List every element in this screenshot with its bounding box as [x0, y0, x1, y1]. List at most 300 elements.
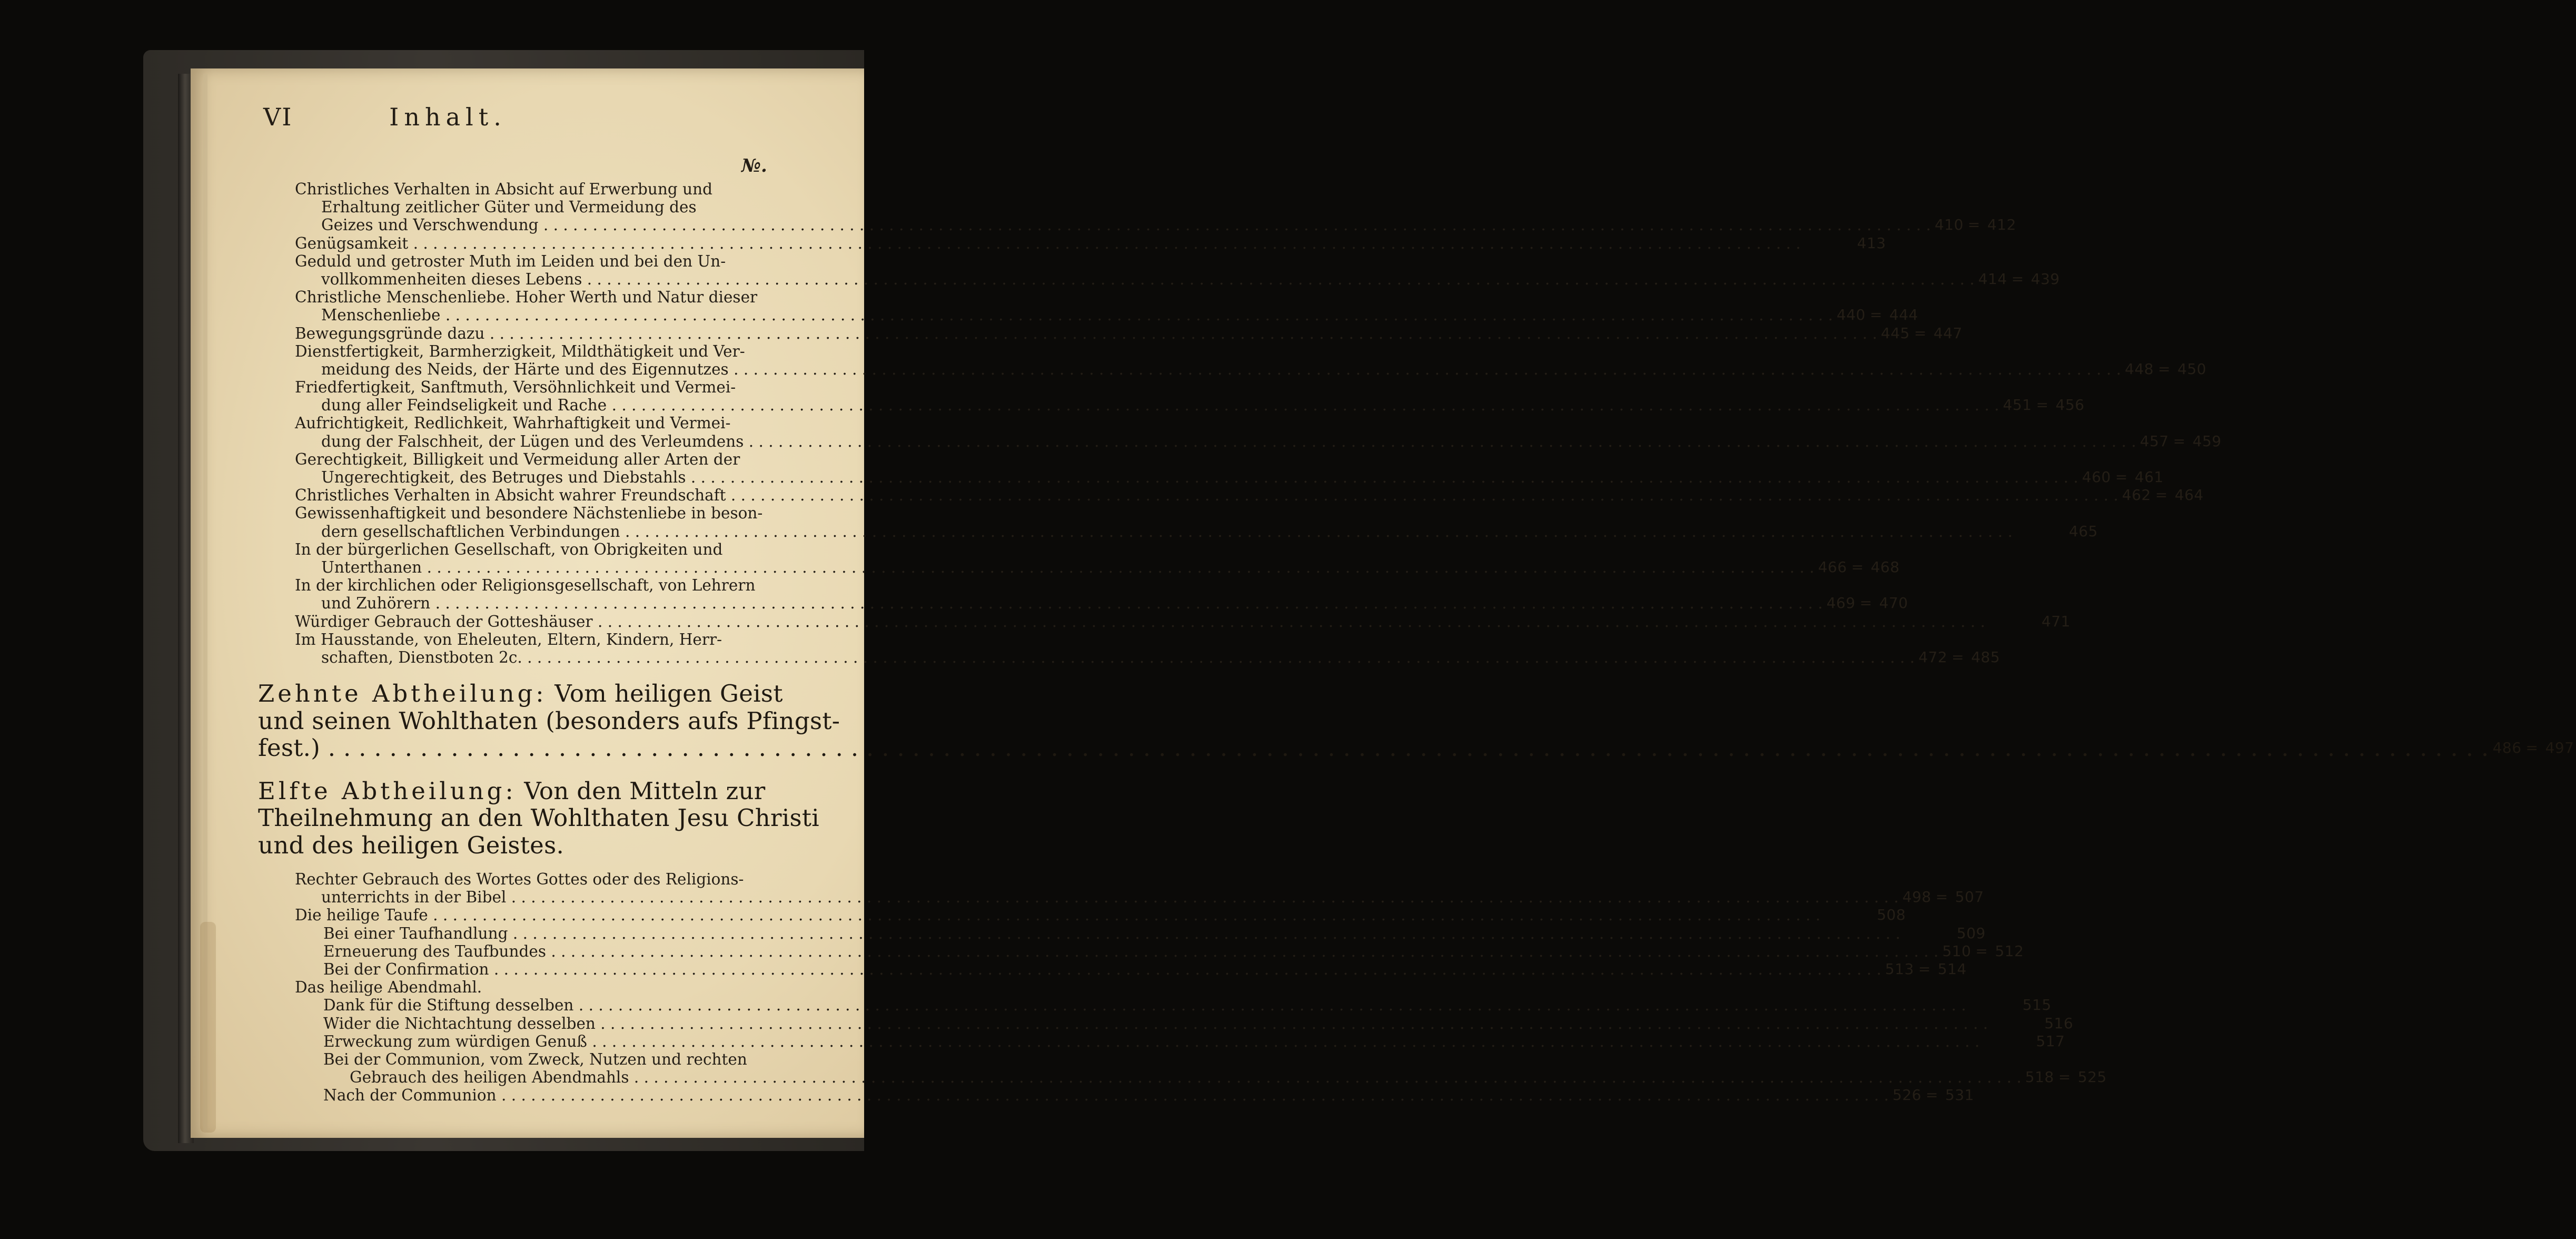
- toc-entry: [295, 996, 2052, 1015]
- toc-line-text: [295, 906, 1820, 924]
- page-range: [1877, 324, 1964, 342]
- toc-entry: [295, 630, 2000, 666]
- toc-text: meidung des Neids, der Härte und des Eigennutzes . . .: [321, 360, 2121, 378]
- page-range-empty: [753, 978, 840, 996]
- toc-line-text: [295, 978, 753, 996]
- page-to: 412: [1987, 216, 2016, 234]
- page-range-empty: [753, 180, 840, 198]
- toc-entry: [295, 342, 2207, 378]
- page-range-dash: =: [2115, 468, 2128, 486]
- toc-text: Erhaltung zeitlicher Güter und Vermeidung des: [321, 198, 697, 217]
- toc-line: [295, 1068, 2107, 1087]
- page-range: [1833, 306, 1920, 324]
- page-range-dash: =: [1967, 216, 1980, 234]
- toc-line-text: [295, 1015, 1988, 1032]
- page-from: [1988, 1015, 2020, 1032]
- division-line: [258, 832, 840, 859]
- toc-entry: [295, 504, 2098, 540]
- page-to: 516: [2044, 1014, 2074, 1032]
- toc-line: [295, 594, 1908, 613]
- page-range: [2078, 468, 2165, 486]
- page-range: [2121, 360, 2208, 378]
- page-from: 440: [1836, 306, 1866, 324]
- toc-line: [295, 360, 2207, 378]
- page-range: [1999, 396, 2086, 414]
- toc-line: [295, 888, 1984, 907]
- page-to: 471: [2042, 612, 2070, 630]
- toc-line-text: [295, 631, 753, 648]
- spacer: [295, 762, 840, 778]
- toc-line: [295, 288, 840, 306]
- page-range-dash: [2020, 1015, 2042, 1032]
- toc-line: [295, 906, 1906, 925]
- toc-line: [295, 432, 2222, 450]
- toc-text: Christliche Menschenliebe. Hoher Werth und Natur dieser: [295, 288, 758, 307]
- toc-line-text: [295, 270, 1975, 288]
- page-from: [2013, 523, 2045, 540]
- toc-line: [295, 450, 840, 468]
- table-of-contents: [258, 180, 2574, 1105]
- page-range-dash: [1834, 234, 1855, 252]
- toc-text: und Zuhörern . . .: [321, 594, 1823, 612]
- page-from: 486: [2492, 739, 2522, 757]
- toc-entry: [295, 960, 1967, 978]
- page-range-dash: =: [2158, 360, 2171, 378]
- toc-line-text: [295, 324, 1877, 342]
- page-from: 526: [1893, 1086, 1921, 1104]
- toc-line-text: [295, 960, 1881, 978]
- page-to: 470: [1879, 594, 1908, 612]
- page-range-empty: [753, 832, 840, 859]
- toc-line-text: [295, 942, 1938, 960]
- page-range: [2136, 432, 2223, 450]
- toc-text: dung der Falschheit, der Lügen und des Verleumdens . . .: [321, 432, 2136, 450]
- toc-text: Würdiger Gebrauch der Gotteshäuser . . .: [295, 613, 1985, 631]
- toc-entry: [295, 234, 1886, 252]
- toc-line-text: [295, 306, 1833, 324]
- toc-line: [295, 1086, 1974, 1105]
- page-from: [1820, 906, 1853, 924]
- toc-line: [295, 870, 840, 888]
- toc-line: [295, 576, 840, 594]
- toc-entry: [295, 324, 1963, 342]
- toc-line: [295, 468, 2164, 486]
- toc-line: [295, 942, 2024, 960]
- page-to: 525: [2077, 1068, 2107, 1086]
- toc-line: [295, 378, 840, 396]
- division-line: [258, 680, 840, 707]
- division-line-text: [258, 832, 753, 859]
- toc-entry: [295, 1014, 2074, 1032]
- toc-entry: [295, 612, 2070, 631]
- toc-text: Gerechtigkeit, Billigkeit und Vermeidung aller Arten der: [295, 450, 740, 468]
- toc-text: Dank für die Stiftung desselben . . .: [323, 996, 1966, 1014]
- page-range-empty: [753, 540, 840, 558]
- toc-line-text: [295, 360, 2121, 378]
- page-range-dash: [1999, 996, 2020, 1014]
- page-range: [1899, 888, 1986, 906]
- page-to: 439: [2030, 270, 2060, 288]
- page-from: [1900, 925, 1933, 942]
- page-range-empty: [753, 198, 840, 216]
- page-from: 414: [1978, 270, 2007, 288]
- toc-text: Bei einer Taufhandlung . . .: [323, 925, 1900, 942]
- toc-line-text: [295, 414, 753, 432]
- toc-entry: [295, 1086, 1974, 1105]
- page-from: 472: [1918, 648, 1948, 666]
- page-range-dash: =: [1935, 888, 1948, 906]
- page-range: [1900, 925, 1987, 942]
- page-range-empty: [755, 576, 842, 594]
- toc-line: [295, 1050, 840, 1068]
- toc-entry: [295, 180, 2016, 234]
- page-range: [2013, 523, 2099, 540]
- division-text: und seinen Wohlthaten (besonders aufs Pfingst-: [258, 706, 840, 735]
- toc-line-text: [295, 594, 1823, 612]
- page-to: 507: [1955, 888, 1984, 906]
- page-to: 456: [2055, 396, 2085, 414]
- toc-line-text: [295, 996, 1966, 1014]
- page-from: [1979, 1032, 2012, 1050]
- page-range-dash: =: [2173, 432, 2186, 450]
- toc-text: dung aller Feindseligkeit und Rache . . .: [321, 396, 1999, 414]
- page-range-dash: [2018, 613, 2039, 631]
- page-range-dash: =: [2525, 739, 2539, 757]
- page-range: [1975, 270, 2062, 288]
- toc-text: In der kirchlichen oder Religionsgesellschaft, von Lehrern: [295, 576, 756, 595]
- page-to: 514: [1937, 960, 1967, 978]
- toc-text: Ungerechtigkeit, des Betruges und Diebstahls . . .: [321, 468, 2078, 486]
- page-range: [1889, 1086, 1976, 1104]
- page-range-dash: =: [1859, 594, 1872, 612]
- toc-line: [295, 1014, 2074, 1032]
- page-from: 410: [1934, 216, 1964, 234]
- toc-text: Gewissenhaftigkeit und besondere Nächstenliebe in beson-: [295, 504, 763, 523]
- division-label: Elfte Abtheilung:: [258, 776, 517, 805]
- toc-line: [295, 180, 840, 198]
- page-range-empty: [753, 450, 840, 468]
- toc-text: Bewegungsgründe dazu . . .: [295, 324, 1877, 342]
- page-range-dash: =: [2155, 486, 2168, 504]
- toc-text: Geizes und Verschwendung . . .: [321, 216, 1931, 234]
- toc-entry: [295, 942, 2024, 960]
- toc-line-text: [295, 1068, 2022, 1086]
- page-to: 485: [1971, 648, 2000, 666]
- number-column-label: №.: [741, 155, 767, 176]
- page-range: [1966, 996, 2053, 1014]
- toc-line: [295, 631, 840, 648]
- page-from: 466: [1818, 558, 1847, 576]
- toc-line: [295, 522, 2098, 540]
- page-range-empty: [762, 504, 849, 522]
- page-range: [1820, 906, 1907, 924]
- division-text: und des heiligen Geistes.: [258, 831, 564, 859]
- toc-line-text: [295, 558, 1815, 576]
- toc-text: Das heilige Abendmahl.: [295, 978, 482, 997]
- page-range: [1801, 234, 1888, 252]
- spacer: [295, 859, 840, 870]
- page-to: 517: [2036, 1032, 2065, 1050]
- toc-entry: [295, 906, 1906, 925]
- page-range-dash: =: [1925, 1086, 1938, 1104]
- division-line: [258, 707, 840, 735]
- page-range-empty: [753, 252, 840, 270]
- division-line-text: [258, 680, 783, 707]
- toc-text: Aufrichtigkeit, Redlichkeit, Wahrhaftigkeit und Vermei-: [295, 414, 731, 432]
- page-range-dash: =: [1918, 960, 1931, 978]
- toc-line: [295, 414, 840, 432]
- toc-line: [295, 612, 2070, 631]
- toc-entry: [295, 576, 1908, 613]
- page-to: 509: [1956, 924, 1986, 942]
- toc-text: Nach der Communion . . .: [323, 1086, 1889, 1104]
- toc-line-text: [295, 1032, 1979, 1050]
- page-to: 531: [1945, 1086, 1974, 1104]
- page-from: [1801, 234, 1834, 252]
- page-to: 468: [1870, 558, 1900, 576]
- toc-line-text: [295, 432, 2136, 450]
- page-range-dash: =: [2036, 396, 2049, 414]
- toc-line-text: [295, 504, 762, 522]
- toc-line-text: [295, 576, 755, 594]
- page-to: 508: [1877, 906, 1906, 924]
- toc-line: [295, 960, 1967, 978]
- page-from: 451: [2003, 396, 2032, 414]
- toc-entry: [295, 924, 1986, 942]
- page-from: 469: [1826, 594, 1856, 612]
- toc-line: [295, 1032, 2065, 1050]
- toc-text: Erneuerung des Taufbundes . . .: [323, 942, 1938, 960]
- page-range-dash: [2045, 523, 2066, 540]
- page-numeral: VI: [263, 103, 293, 131]
- toc-line-text: [295, 1086, 1889, 1104]
- page-to: 512: [1995, 942, 2024, 960]
- toc-line-text: [295, 925, 1900, 942]
- page-to: 515: [2022, 996, 2052, 1014]
- toc-text: Friedfertigkeit, Sanftmuth, Versöhnlichkeit und Vermei-: [295, 378, 736, 397]
- toc-line-text: [295, 342, 753, 360]
- toc-line: [295, 396, 2085, 415]
- toc-text: Genügsamkeit . . .: [295, 234, 1801, 252]
- page-range: [1915, 648, 2002, 666]
- page-from: 460: [2082, 468, 2111, 486]
- toc-line-text: [295, 378, 753, 396]
- toc-line-text: [295, 1050, 753, 1068]
- page-from: [1985, 613, 2018, 631]
- toc-text: Im Hausstande, von Eheleuten, Eltern, Kindern, Herr-: [295, 630, 722, 648]
- page-range: [1815, 558, 1901, 576]
- toc-text: Christliches Verhalten in Absicht wahrer Freundschaft . . .: [295, 486, 2118, 504]
- division-line: [258, 778, 840, 805]
- toc-text: unterrichts in der Bibel . . .: [321, 888, 1899, 906]
- page-range: [1979, 1032, 2066, 1050]
- toc-entry: [295, 1050, 2107, 1087]
- toc-text: vollkommenheiten dieses Lebens . . .: [321, 270, 1975, 288]
- toc-line-text: [295, 648, 1915, 666]
- toc-text: Die heilige Taufe . . .: [295, 906, 1820, 924]
- toc-text: Geduld und getroster Muth im Leiden und bei den Un-: [295, 252, 726, 270]
- toc-line-text: [295, 198, 753, 216]
- page-from: 510: [1942, 942, 1971, 960]
- toc-text: In der bürgerlichen Gesellschaft, von Obrigkeiten und: [295, 540, 723, 558]
- page-to: 497: [2545, 739, 2574, 757]
- toc-line: [295, 996, 2052, 1015]
- toc-line: [295, 306, 1918, 324]
- toc-text: Rechter Gebrauch des Wortes Gottes oder des Religions-: [295, 870, 744, 889]
- page-range-dash: =: [1914, 324, 1927, 342]
- page-range-dash: [1853, 906, 1874, 924]
- toc-line-text: [295, 180, 753, 198]
- toc-line-text: [295, 252, 753, 270]
- toc-line: [295, 324, 1963, 342]
- toc-line: [295, 648, 2000, 666]
- toc-line-text: [295, 613, 1985, 631]
- page-stain: [200, 922, 216, 1133]
- toc-line-text: [295, 486, 2118, 504]
- toc-entry: [295, 870, 1984, 907]
- toc-text: schaften, Dienstboten 2c. . . .: [321, 648, 1915, 666]
- page-from: 498: [1902, 888, 1931, 906]
- toc-text: Menschenliebe . . .: [321, 306, 1833, 324]
- page-range-empty: [840, 707, 927, 735]
- page-range: [2489, 734, 2576, 762]
- page-range-empty: [753, 342, 840, 360]
- toc-entry: [295, 450, 2164, 486]
- toc-line-text: [295, 234, 1801, 252]
- division-text: Vom heiligen Geist: [547, 680, 783, 708]
- toc-line-text: [295, 888, 1899, 906]
- page-from: 462: [2122, 486, 2151, 504]
- page-from: 518: [2025, 1068, 2054, 1086]
- page-range-empty: [753, 1050, 840, 1068]
- toc-entry: [295, 540, 1900, 576]
- page-range-dash: =: [1951, 648, 1965, 666]
- page-to: 465: [2069, 522, 2098, 540]
- toc-entry: [295, 486, 2204, 505]
- toc-text: dern gesellschaftlichen Verbindungen . . .: [321, 523, 2013, 540]
- toc-line: [295, 978, 840, 996]
- toc-line: [295, 558, 1900, 576]
- toc-line-text: [295, 468, 2078, 486]
- toc-text: Bei der Communion, vom Zweck, Nutzen und rechten: [323, 1050, 747, 1068]
- toc-entry: [295, 414, 2222, 450]
- page-range: [2118, 486, 2205, 504]
- page-range-dash: [2012, 1032, 2033, 1050]
- page-range-empty: [757, 288, 844, 306]
- toc-entry: [295, 378, 2085, 415]
- division-line-text: [258, 707, 840, 735]
- toc-line-text: [295, 396, 1999, 414]
- division-line-text: [258, 804, 819, 832]
- toc-text: Erweckung zum würdigen Genuß . . .: [323, 1032, 1979, 1050]
- division-heading: [258, 778, 840, 859]
- page-to: 444: [1889, 306, 1918, 324]
- toc-line: [295, 486, 2204, 505]
- page-to: 447: [1933, 324, 1963, 342]
- division-label: Zehnte Abtheilung:: [258, 680, 547, 708]
- toc-line: [295, 924, 1986, 942]
- page-from: 445: [1880, 324, 1910, 342]
- toc-line-text: [295, 450, 753, 468]
- toc-text: Christliches Verhalten in Absicht auf Erwerbung und: [295, 180, 713, 198]
- page-to: 459: [2192, 432, 2222, 450]
- page-from: 513: [1885, 960, 1914, 978]
- page-range-empty: [766, 778, 853, 805]
- page-title: Inhalt.: [389, 103, 507, 131]
- page-to: 413: [1857, 234, 1886, 252]
- spacer: [295, 666, 840, 680]
- division-line: [258, 734, 2574, 762]
- page-range: [1988, 1015, 2075, 1032]
- toc-line: [295, 216, 2016, 234]
- division-text: Von den Mitteln zur: [516, 776, 766, 805]
- page-range-dash: =: [2011, 270, 2024, 288]
- toc-line: [295, 252, 840, 270]
- toc-text: Dienstfertigkeit, Barmherzigkeit, Mildthätigkeit und Ver-: [295, 342, 745, 360]
- page-range-dash: =: [1869, 306, 1883, 324]
- division-line: [258, 804, 840, 832]
- toc-line-text: [295, 540, 753, 558]
- page-range-dash: =: [2058, 1068, 2071, 1086]
- toc-text: Unterthanen . . .: [321, 558, 1815, 576]
- page-range: [1938, 942, 2025, 960]
- division-text: fest.) . . .: [258, 734, 2489, 762]
- division-line-text: [258, 778, 766, 805]
- toc-entry: [295, 1032, 2065, 1050]
- page-range: [1931, 216, 2018, 234]
- toc-line: [295, 342, 840, 360]
- page-range-dash: =: [1851, 558, 1864, 576]
- page-range: [1823, 594, 1910, 612]
- page-range-dash: [1933, 925, 1954, 942]
- page-from: [1966, 996, 1999, 1014]
- page-from: 448: [2125, 360, 2154, 378]
- toc-line-text: [295, 288, 757, 306]
- page-to: 464: [2174, 486, 2204, 504]
- page-range: [1881, 960, 1968, 978]
- division-text: Theilnehmung an den Wohlthaten Jesu Christi: [258, 804, 819, 832]
- toc-line: [295, 234, 1886, 252]
- page-range-empty: [753, 378, 840, 396]
- toc-line-text: [295, 870, 753, 888]
- page-range: [2022, 1068, 2108, 1086]
- page-range-empty: [753, 414, 840, 432]
- division-heading: [258, 680, 2574, 762]
- page-range-empty: [753, 631, 840, 648]
- toc-entry: [295, 288, 1918, 324]
- division-line-text: [258, 734, 2489, 762]
- page-to: 461: [2134, 468, 2164, 486]
- toc-line-text: [295, 523, 2013, 540]
- toc-entry: [295, 252, 2060, 288]
- page-to: 450: [2177, 360, 2207, 378]
- page-range-empty: [819, 804, 906, 832]
- page-range-empty: [753, 870, 840, 888]
- toc-line-text: [295, 216, 1931, 234]
- toc-text: Gebrauch des heiligen Abendmahls . . .: [350, 1068, 2022, 1086]
- toc-text: Bei der Confirmation . . .: [323, 960, 1881, 978]
- toc-line: [295, 198, 840, 216]
- page-range-dash: =: [1975, 942, 1988, 960]
- toc-line: [295, 270, 2060, 288]
- toc-text: Wider die Nichtachtung desselben . . .: [323, 1015, 1988, 1032]
- page-range-empty: [783, 680, 870, 707]
- toc-line: [295, 540, 840, 558]
- page-from: 457: [2139, 432, 2169, 450]
- toc-line: [295, 504, 840, 522]
- page-range: [1985, 613, 2072, 631]
- toc-entry: [295, 978, 840, 996]
